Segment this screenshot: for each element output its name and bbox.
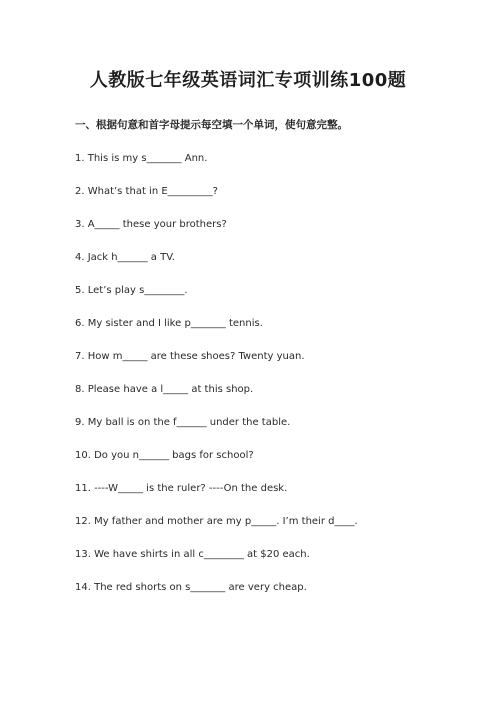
question-list	[75, 152, 475, 614]
question-item: 4. Jack h______ a TV.	[75, 252, 175, 263]
question-item: 13. We have shirts in all c________ at $20 each.	[75, 549, 310, 560]
question-item: 3. A_____ these your brothers?	[75, 219, 227, 230]
question-item: 10. Do you n______ bags for school?	[75, 450, 254, 461]
question-item: 9. My ball is on the f______ under the table.	[75, 417, 291, 428]
question-item: 7. How m_____ are these shoes? Twenty yuan.	[75, 351, 305, 362]
question-item: 12. My father and mother are my p_____. I’m their d____.	[75, 516, 358, 527]
question-item: 6. My sister and I like p_______ tennis.	[75, 318, 263, 329]
section-heading: 一、根据句意和首字母提示每空填一个单词，使句意完整。	[75, 119, 348, 131]
question-item: 5. Let’s play s________.	[75, 285, 188, 296]
question-item: 11. ----W_____ is the ruler? ----On the desk.	[75, 483, 288, 494]
document-title: 人教版七年级英语词汇专项训练100题	[89, 70, 407, 91]
question-item: 2. What’s that in E_________?	[75, 186, 218, 197]
question-item: 14. The red shorts on s_______ are very cheap.	[75, 582, 307, 593]
question-item: 8. Please have a l_____ at this shop.	[75, 384, 254, 395]
question-item: 1. This is my s_______ Ann.	[75, 153, 208, 164]
